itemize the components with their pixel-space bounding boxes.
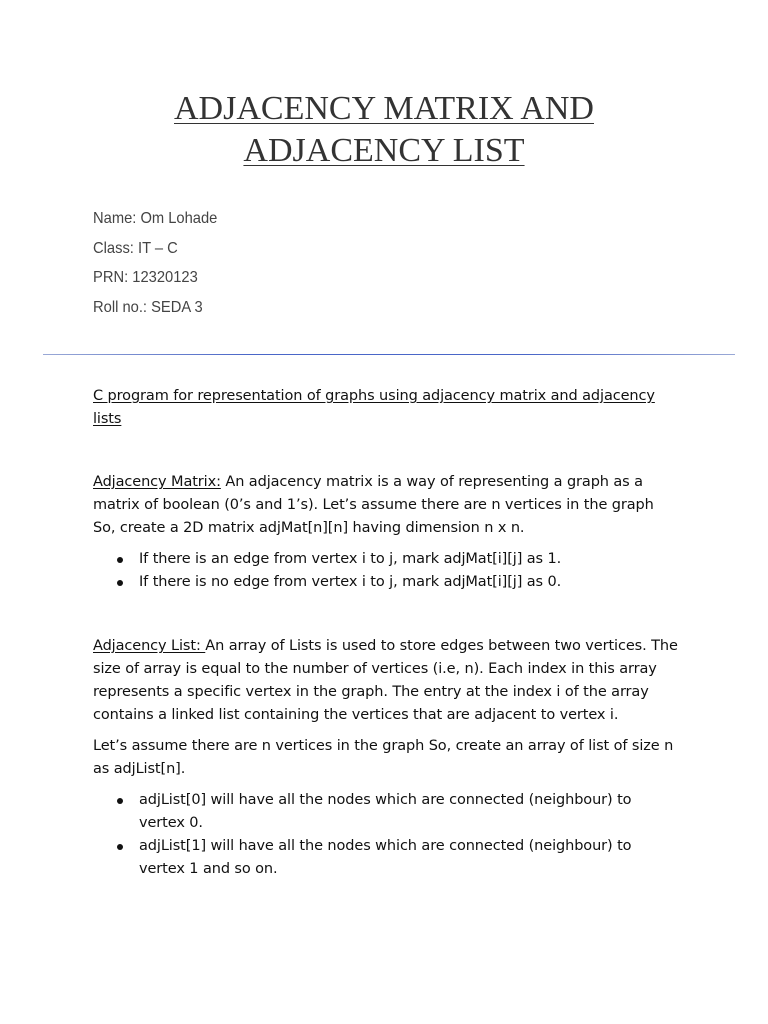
student-prn: PRN: 12320123 bbox=[93, 269, 198, 286]
adjacency-list-size-paragraph: Let’s assume there are n vertices in the graph So, create an array of list of size n as adjList[n]. bbox=[93, 738, 674, 777]
title-line-1: ADJACENCY MATRIX AND bbox=[174, 90, 594, 127]
adjacency-list-paragraph bbox=[93, 635, 678, 727]
section-heading-text: C program for representation of graphs using adjacency matrix and adjacency lists bbox=[93, 388, 655, 427]
section-heading bbox=[93, 385, 673, 431]
adjacency-matrix-paragraph bbox=[93, 471, 678, 540]
list-item: adjList[0] will have all the nodes which are connected (neighbour) to vertex 0. bbox=[93, 789, 678, 835]
student-class: Class: IT – C bbox=[93, 239, 178, 257]
adjacency-matrix-bullets bbox=[93, 548, 678, 594]
student-roll-number: Roll no.: SEDA 3 bbox=[93, 298, 203, 316]
student-info bbox=[93, 208, 217, 326]
adjacency-matrix-text: An adjacency matrix is a way of representing a graph as a matrix of boolean (0’s and 1’s). Let’s assume there are n vertices in the graph So, create a 2D matrix adjMat[n][n] having dimension n x n. bbox=[93, 474, 654, 536]
list-item: adjList[1] will have all the nodes which are connected (neighbour) to vertex 1 and so on. bbox=[93, 835, 678, 881]
adjacency-list-label: Adjacency List: bbox=[93, 638, 206, 654]
title-line-2: ADJACENCY LIST bbox=[243, 132, 525, 169]
adjacency-matrix-label: Adjacency Matrix: bbox=[93, 474, 221, 490]
list-item: If there is an edge from vertex i to j, mark adjMat[i][j] as 1. bbox=[93, 548, 678, 571]
adjacency-list-bullets bbox=[93, 789, 678, 881]
horizontal-divider bbox=[43, 354, 735, 355]
adjacency-list-text: An array of Lists is used to store edges between two vertices. The size of array is equal to the number of vertices (i.e, n). Each index in this array represents a specific vertex in the graph. The entry at the index i of the array contains a linked list containing the vertices that are adjacent to vertex i. bbox=[93, 638, 678, 723]
list-item: If there is no edge from vertex i to j, mark adjMat[i][j] as 0. bbox=[93, 571, 678, 594]
student-name: Name: Om Lohade bbox=[93, 210, 218, 227]
document-title bbox=[0, 88, 768, 172]
